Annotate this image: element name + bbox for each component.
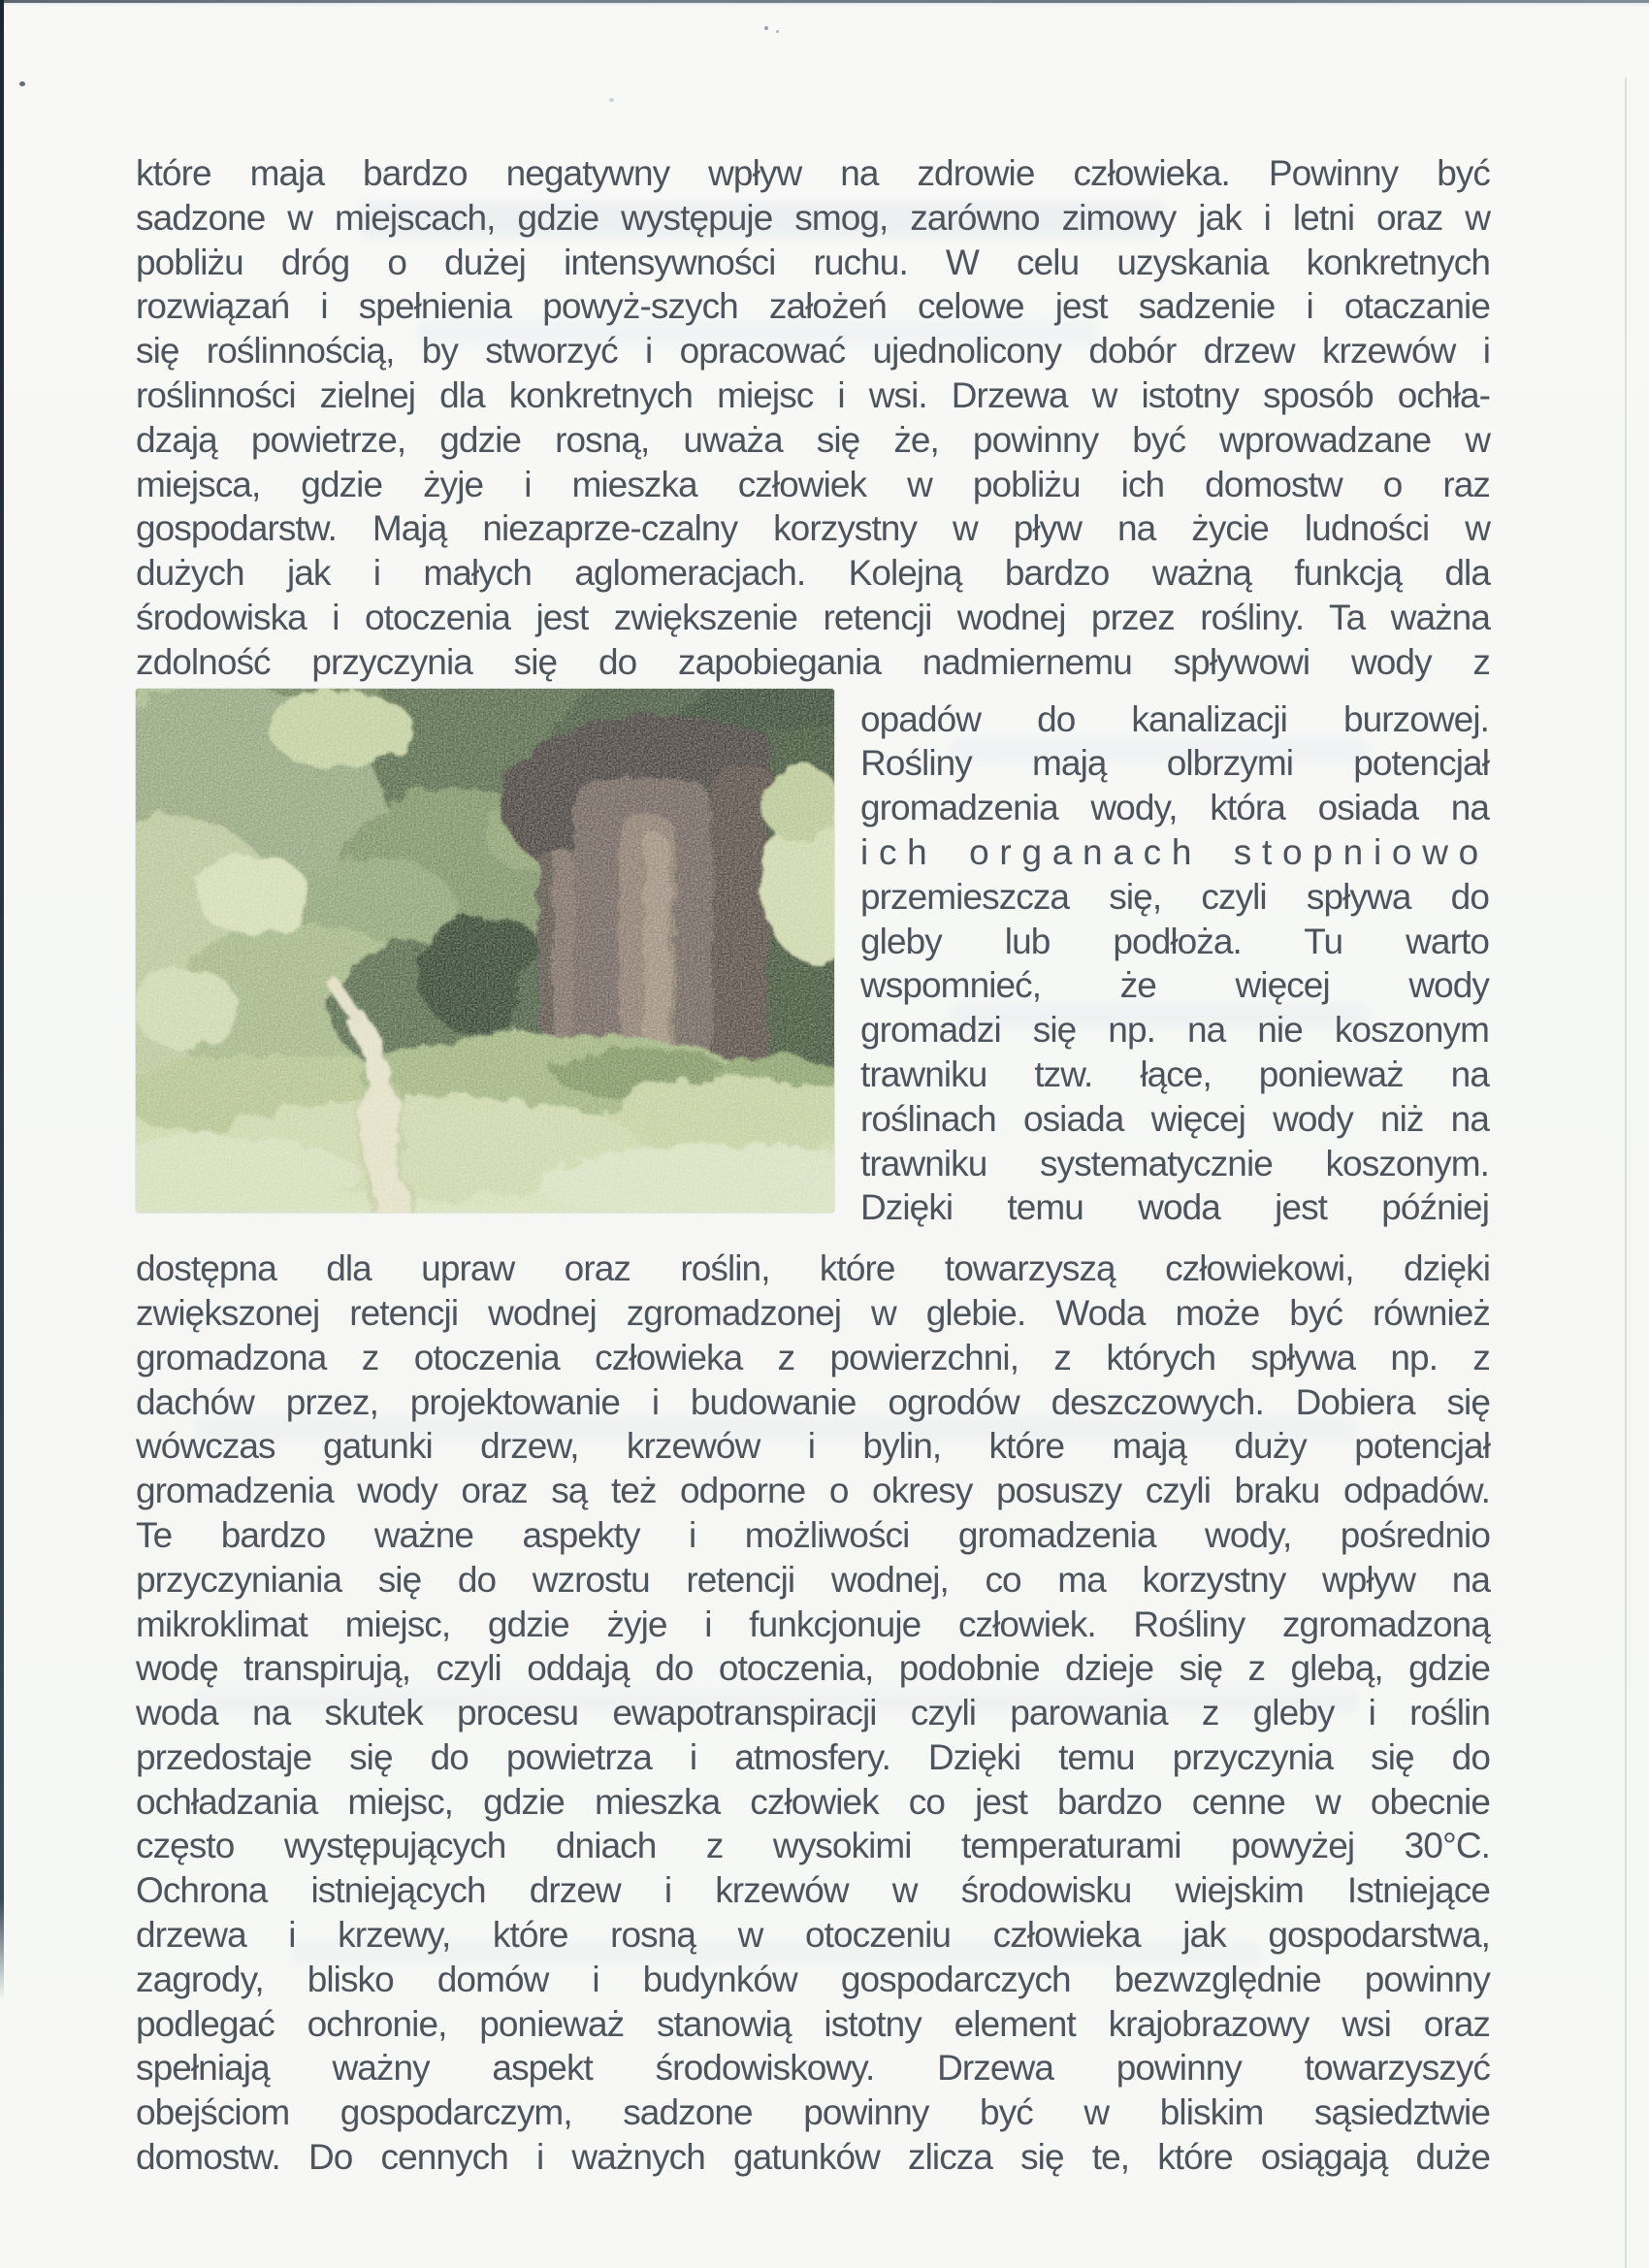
scan-speck	[776, 30, 779, 33]
text-line: trawniku tzw. łące, ponieważ na	[860, 1053, 1489, 1094]
scan-edge-left	[0, 0, 4, 2000]
scan-speck	[609, 98, 614, 102]
text-line: pobliżu dróg o dużej intensywności ruchu. W celu uzyskania konkretnych	[136, 242, 1490, 282]
paragraph-bottom	[136, 1247, 1490, 2180]
scan-speck	[19, 81, 25, 86]
text-line: gleby lub podłoża. Tu warto	[860, 921, 1489, 961]
text-line: przemieszcza się, czyli spływa do	[860, 876, 1489, 917]
text-line: zagrody, blisko domów i budynków gospodarczych bezwzględnie powinny	[136, 1959, 1490, 1999]
text-line: zwiększonej retencji wodnej zgromadzonej w glebie. Woda może być również	[136, 1292, 1490, 1333]
text-line: woda na skutek procesu ewapotranspiracji czyli parowania z gleby i roślin	[136, 1693, 1490, 1733]
scan-edge-top-halo	[0, 3, 1649, 7]
text-line: Te bardzo ważne aspekty i możliwości gromadzenia wody, pośrednio	[136, 1514, 1490, 1555]
text-line: sadzone w miejscach, gdzie występuje smog, zarówno zimowy jak i letni oraz w	[136, 197, 1490, 238]
text-line: spełniają ważny aspekt środowiskowy. Drzewa powinny towarzyszyć	[136, 2048, 1490, 2089]
text-line: miejsca, gdzie żyje i mieszka człowiek w pobliżu ich domostw o raz	[136, 464, 1490, 504]
text-line: drzewa i krzewy, które rosną w otoczeniu człowieka jak gospodarstwa,	[136, 1915, 1490, 1956]
text-line: często występujących dniach z wysokimi temperaturami powyżej 30°C.	[136, 1826, 1490, 1866]
text-line: dostępna dla upraw oraz roślin, które towarzyszą człowiekowi, dzięki	[136, 1248, 1490, 1289]
forest-photo-image	[136, 689, 834, 1213]
document-body	[136, 151, 1490, 2180]
scan-speck	[764, 26, 768, 30]
text-line: ich organach stopniowo	[860, 831, 1489, 872]
scan-edge-right	[1625, 78, 1627, 2268]
text-line: opadów do kanalizacji burzowej.	[860, 698, 1489, 739]
text-line: gromadzenia wody oraz są też odporne o okresy posuszy czyli braku odpadów.	[136, 1471, 1490, 1511]
text-line: dzają powietrze, gdzie rosną, uważa się że, powinny być wprowadzane w	[136, 419, 1490, 460]
forest-photo	[136, 689, 834, 1213]
text-line: wspomnieć, że więcej wody	[860, 965, 1489, 1006]
text-line: Dzięki temu woda jest później	[860, 1187, 1489, 1228]
text-line: dachów przez, projektowanie i budowanie ogrodów deszczowych. Dobiera się	[136, 1381, 1490, 1422]
text-line: podlegać ochronie, ponieważ stanowią istotny element krajobrazowy wsi oraz	[136, 2003, 1490, 2044]
text-line: gromadzona z otoczenia człowieka z powierzchni, z których spływa np. z	[136, 1337, 1490, 1377]
text-line: Ochrona istniejących drzew i krzewów w środowisku wiejskim Istniejące	[136, 1870, 1490, 1911]
text-line: wodę transpirują, czyli oddają do otoczenia, podobnie dzieje się z glebą, gdzie	[136, 1648, 1490, 1689]
text-line: roślinności zielnej dla konkretnych miejsc i wsi. Drzewa w istotny sposób ochła-	[136, 374, 1490, 415]
text-line: dużych jak i małych aglomeracjach. Kolejną bardzo ważną funkcją dla	[136, 553, 1490, 594]
text-line: się roślinnością, by stworzyć i opracować ujednolicony dobór drzew krzewów i	[136, 331, 1490, 372]
text-line: przyczyniania się do wzrostu retencji wodnej, co ma korzystny wpływ na	[136, 1559, 1490, 1600]
text-line: gromadzi się np. na nie koszonym	[860, 1010, 1489, 1051]
text-line: roślinach osiada więcej wody niż na	[860, 1098, 1489, 1139]
text-line: domostw. Do cennych i ważnych gatunków zlicza się te, które osiągają duże	[136, 2137, 1490, 2178]
text-line: gospodarstw. Mają niezaprze-czalny korzystny w pływ na życie ludności w	[136, 508, 1490, 549]
text-line: wówczas gatunki drzew, krzewów i bylin, które mają duży potencjał	[136, 1426, 1490, 1467]
paragraph-beside-photo	[860, 689, 1489, 1231]
photo-and-wrapped-text	[136, 689, 1490, 1231]
text-line: które maja bardzo negatywny wpływ na zdrowie człowieka. Powinny być	[136, 153, 1490, 193]
paragraph-top	[136, 151, 1490, 685]
text-line: Rośliny mają olbrzymi potencjał	[860, 743, 1489, 784]
text-line: zdolność przyczynia się do zapobiegania nadmiernemu spływowi wody z	[136, 641, 1490, 682]
text-line: środowiska i otoczenia jest zwiększenie retencji wodnej przez rośliny. Ta ważna	[136, 597, 1490, 637]
text-line: mikroklimat miejsc, gdzie żyje i funkcjonuje człowiek. Rośliny zgromadzoną	[136, 1604, 1490, 1644]
text-line: obejściom gospodarczym, sadzone powinny być w bliskim sąsiedztwie	[136, 2092, 1490, 2133]
text-line: ochładzania miejsc, gdzie mieszka człowiek co jest bardzo cenne w obecnie	[136, 1781, 1490, 1822]
text-line: trawniku systematycznie koszonym.	[860, 1143, 1489, 1183]
text-line: gromadzenia wody, która osiada na	[860, 788, 1489, 828]
text-line: przedostaje się do powietrza i atmosfery. Dzięki temu przyczynia się do	[136, 1736, 1490, 1777]
text-line: rozwiązań i spełnienia powyż-szych założeń celowe jest sadzenie i otaczanie	[136, 286, 1490, 327]
